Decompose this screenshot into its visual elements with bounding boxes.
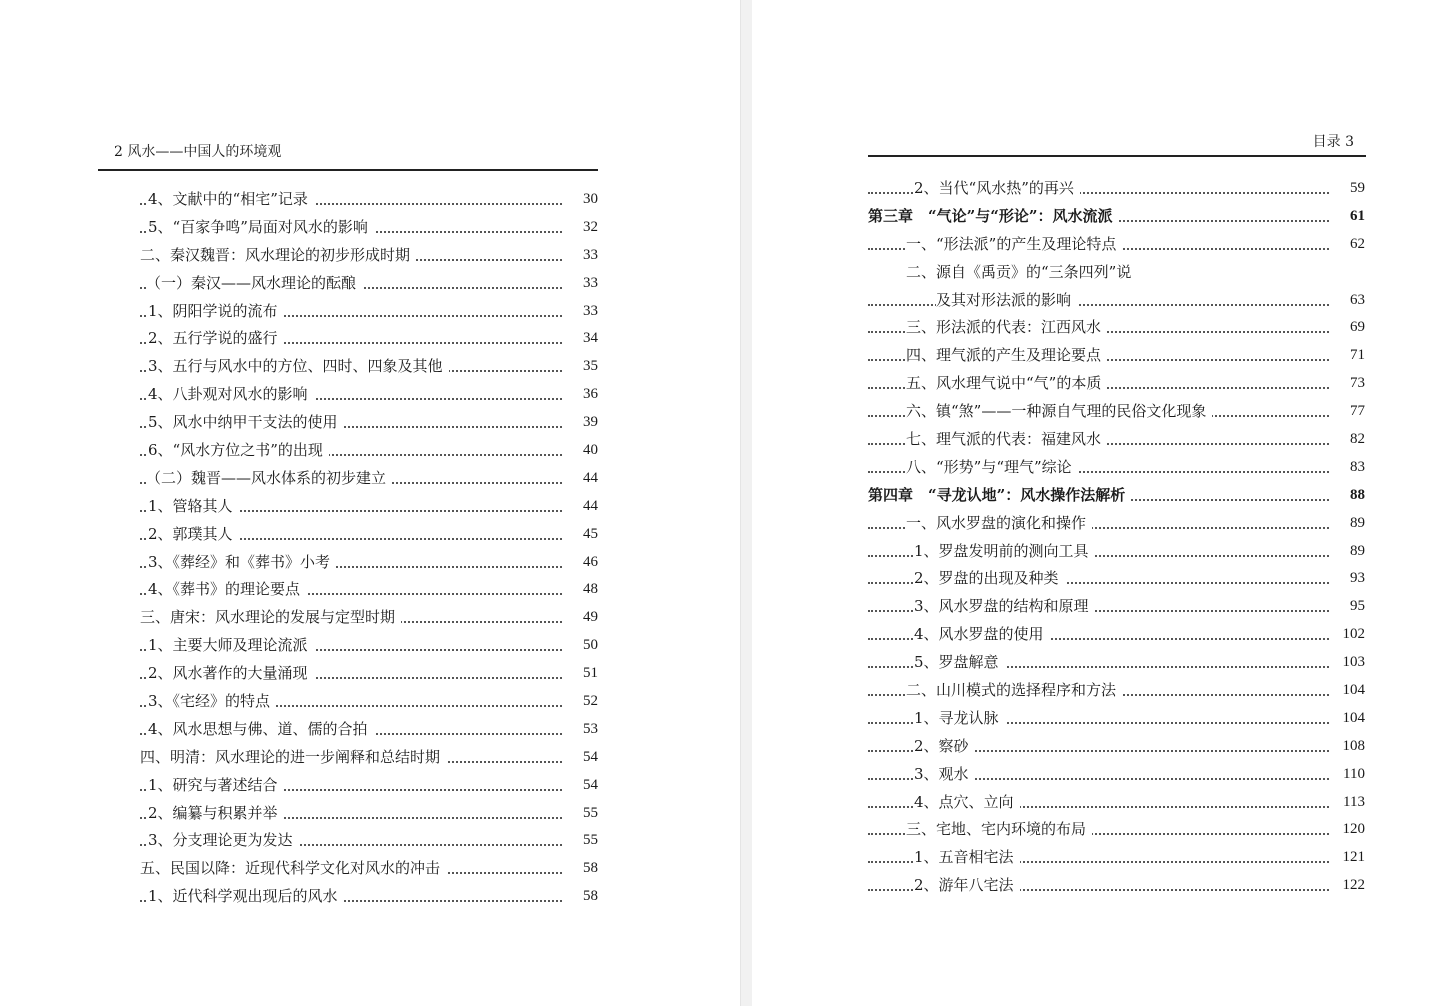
toc-page-number: 36 xyxy=(564,381,598,409)
toc-page-number: 39 xyxy=(564,409,598,437)
toc-entry-row xyxy=(868,816,1365,844)
toc-entry-title: 四、理气派的产生及理论要点 xyxy=(906,342,1107,370)
toc-page-number: 33 xyxy=(564,298,598,326)
toc-entry-row xyxy=(868,761,1365,789)
toc-entry-title: 3、五行与风水中的方位、四时、四象及其他 xyxy=(148,353,449,381)
toc-entry-row xyxy=(868,398,1365,426)
running-head-left: 2 风水——中国人的环境观 xyxy=(114,144,282,160)
toc-entry-title: 1、主要大师及理论流派 xyxy=(148,632,314,660)
toc-page-number: 40 xyxy=(564,437,598,465)
toc-entry-title: 5、“百家争鸣”局面对风水的影响 xyxy=(148,214,374,242)
toc-entry-row xyxy=(868,705,1365,733)
toc-entry-title: 第四章 “寻龙认地”：风水操作法解析 xyxy=(868,482,1131,510)
toc-page-number: 62 xyxy=(1331,231,1365,259)
toc-entry-title: 1、阴阳学说的流布 xyxy=(148,298,284,326)
toc-entry-row xyxy=(140,549,598,577)
toc-entry-row xyxy=(140,270,598,298)
running-head-right: 目录 3 xyxy=(1312,134,1354,150)
toc-page-number: 58 xyxy=(564,883,598,911)
toc-entry-row xyxy=(140,716,598,744)
toc-page-number: 44 xyxy=(564,493,598,521)
toc-entry-title: 1、研究与著述结合 xyxy=(148,772,284,800)
toc-entry-row xyxy=(868,677,1365,705)
toc-chapter-row xyxy=(868,482,1365,510)
toc-entry-title: 3、观水 xyxy=(914,761,975,789)
toc-entry-title: 四、明清：风水理论的进一步阐释和总结时期 xyxy=(140,744,446,772)
toc-entry-row xyxy=(868,649,1365,677)
toc-page-number: 82 xyxy=(1331,426,1365,454)
toc-entry-row xyxy=(868,510,1365,538)
right-page xyxy=(752,0,1440,1006)
toc-entry-row xyxy=(868,259,1365,287)
toc-entry-title: 4、文献中的“相宅”记录 xyxy=(148,186,314,214)
toc-entry-row xyxy=(140,353,598,381)
toc-page-number: 59 xyxy=(1331,175,1365,203)
toc-entry-title: 1、近代科学观出现后的风水 xyxy=(148,883,344,911)
toc-page-number: 32 xyxy=(564,214,598,242)
toc-page-number: 58 xyxy=(564,855,598,883)
head-rule-left xyxy=(98,169,598,171)
toc-page-number: 52 xyxy=(564,688,598,716)
toc-entry-title: 2、察砂 xyxy=(914,733,975,761)
toc-entry-row xyxy=(868,844,1365,872)
toc-entry-title: 2、编纂与积累并举 xyxy=(148,800,284,828)
toc-entry-title: 2、风水著作的大量涌现 xyxy=(148,660,314,688)
toc-chapter-row xyxy=(868,203,1365,231)
toc-entry-row xyxy=(140,437,598,465)
toc-page-number: 55 xyxy=(564,827,598,855)
toc-entry-row xyxy=(140,772,598,800)
toc-page-number: 61 xyxy=(1331,203,1365,231)
toc-page-number: 89 xyxy=(1331,538,1365,566)
toc-page-number: 95 xyxy=(1331,593,1365,621)
toc-page-number: 48 xyxy=(564,576,598,604)
toc-page-number: 44 xyxy=(564,465,598,493)
toc-entry-row xyxy=(868,789,1365,817)
toc-entry-title: 八、“形势”与“理气”综论 xyxy=(906,454,1078,482)
toc-page-number: 88 xyxy=(1331,482,1365,510)
toc-entry-row xyxy=(140,800,598,828)
toc-page-number: 54 xyxy=(564,772,598,800)
toc-entry-row xyxy=(868,593,1365,621)
toc-entry-row xyxy=(140,242,598,270)
toc-entry-title: 2、罗盘的出现及种类 xyxy=(914,565,1065,593)
toc-entry-row xyxy=(868,565,1365,593)
toc-entry-row xyxy=(140,688,598,716)
toc-entry-title: 三、形法派的代表：江西风水 xyxy=(906,314,1107,342)
toc-page-number: 30 xyxy=(564,186,598,214)
toc-entry-row xyxy=(868,733,1365,761)
toc-entry-title: 4、八卦观对风水的影响 xyxy=(148,381,314,409)
toc-page-number: 108 xyxy=(1331,733,1365,761)
toc-page-number: 33 xyxy=(564,242,598,270)
toc-entry-row xyxy=(140,604,598,632)
toc-entry-title: 一、风水罗盘的演化和操作 xyxy=(906,510,1092,538)
toc-page-number: 93 xyxy=(1331,565,1365,593)
toc-page-number: 77 xyxy=(1331,398,1365,426)
toc-entry-title: 3、《宅经》的特点 xyxy=(148,688,276,716)
toc-page-number: 54 xyxy=(564,744,598,772)
toc-entry-title: 1、五音相宅法 xyxy=(914,844,1020,872)
toc-entry-row xyxy=(140,465,598,493)
toc-entry-row xyxy=(868,621,1365,649)
toc-entry-title: 二、山川模式的选择程序和方法 xyxy=(906,677,1122,705)
toc-page-number: 89 xyxy=(1331,510,1365,538)
toc-entry-row xyxy=(140,325,598,353)
toc-entry-title: 2、游年八宅法 xyxy=(914,872,1020,900)
toc-page-number: 53 xyxy=(564,716,598,744)
toc-entry-title: 2、五行学说的盛行 xyxy=(148,325,284,353)
toc-entry-row xyxy=(140,214,598,242)
toc-entry-row xyxy=(868,370,1365,398)
toc-page-number: 104 xyxy=(1331,677,1365,705)
toc-page-number: 45 xyxy=(564,521,598,549)
toc-list-left xyxy=(140,186,598,911)
toc-page-number: 104 xyxy=(1331,705,1365,733)
toc-entry-title: 3、风水罗盘的结构和原理 xyxy=(914,593,1095,621)
toc-page-number: 73 xyxy=(1331,370,1365,398)
toc-page-number: 69 xyxy=(1331,314,1365,342)
toc-entry-title: 七、理气派的代表：福建风水 xyxy=(906,426,1107,454)
toc-entry-title: 第三章 “气论”与“形论”：风水流派 xyxy=(868,203,1119,231)
toc-page-number: 113 xyxy=(1331,789,1365,817)
toc-entry-title: 2、郭璞其人 xyxy=(148,521,239,549)
toc-entry-row xyxy=(140,827,598,855)
toc-list-right xyxy=(868,175,1365,900)
toc-page-number: 110 xyxy=(1331,761,1365,789)
toc-entry-row xyxy=(140,660,598,688)
toc-page-number: 35 xyxy=(564,353,598,381)
toc-page-number: 122 xyxy=(1331,872,1365,900)
toc-entry-title: 3、分支理论更为发达 xyxy=(148,827,299,855)
toc-entry-title: 5、罗盘解意 xyxy=(914,649,1005,677)
toc-entry-row xyxy=(868,175,1365,203)
toc-page-number: 120 xyxy=(1331,816,1365,844)
toc-entry-title: 二、源自《禹贡》的“三条四列”说 xyxy=(906,259,1137,287)
toc-entry-title: 3、《葬经》和《葬书》小考 xyxy=(148,549,336,577)
toc-entry-title: 2、当代“风水热”的再兴 xyxy=(914,175,1080,203)
toc-page-number: 63 xyxy=(1331,287,1365,315)
toc-page-number: 51 xyxy=(564,660,598,688)
toc-entry-row xyxy=(868,342,1365,370)
toc-entry-row xyxy=(140,298,598,326)
toc-entry-title: 五、民国以降：近现代科学文化对风水的冲击 xyxy=(140,855,446,883)
toc-entry-title: 4、风水思想与佛、道、儒的合拍 xyxy=(148,716,374,744)
toc-entry-title: 1、管辂其人 xyxy=(148,493,239,521)
toc-page-number: 83 xyxy=(1331,454,1365,482)
toc-page-number: 33 xyxy=(564,270,598,298)
toc-page-number: 55 xyxy=(564,800,598,828)
toc-entry-title: （二）魏晋——风水体系的初步建立 xyxy=(146,465,392,493)
toc-entry-title: 五、风水理气说中“气”的本质 xyxy=(906,370,1107,398)
toc-entry-row xyxy=(140,883,598,911)
toc-entry-row xyxy=(140,576,598,604)
toc-page-number: 46 xyxy=(564,549,598,577)
toc-page-number: 50 xyxy=(564,632,598,660)
toc-entry-title: 4、《葬书》的理论要点 xyxy=(148,576,306,604)
toc-entry-title: 4、点穴、立向 xyxy=(914,789,1020,817)
toc-entry-row xyxy=(868,872,1365,900)
toc-page-number: 102 xyxy=(1331,621,1365,649)
toc-page-number: 71 xyxy=(1331,342,1365,370)
toc-entry-row xyxy=(868,426,1365,454)
toc-entry-title: 6、“风水方位之书”的出现 xyxy=(148,437,329,465)
toc-entry-row xyxy=(868,538,1365,566)
toc-entry-title: 三、宅地、宅内环境的布局 xyxy=(906,816,1092,844)
toc-entry-row xyxy=(140,186,598,214)
toc-page-number: 103 xyxy=(1331,649,1365,677)
toc-entry-row xyxy=(140,855,598,883)
toc-entry-row xyxy=(868,454,1365,482)
toc-entry-title: 及其对形法派的影响 xyxy=(936,287,1077,315)
toc-page-number: 121 xyxy=(1331,844,1365,872)
toc-page-number: 34 xyxy=(564,325,598,353)
toc-entry-title: 5、风水中纳甲干支法的使用 xyxy=(148,409,344,437)
toc-entry-row xyxy=(140,632,598,660)
toc-entry-title: 1、寻龙认脉 xyxy=(914,705,1005,733)
toc-entry-row xyxy=(868,231,1365,259)
toc-entry-title: 六、镇“煞”——一种源自气理的民俗文化现象 xyxy=(906,398,1212,426)
head-rule-right xyxy=(868,155,1366,157)
toc-entry-title: （一）秦汉——风水理论的酝酿 xyxy=(146,270,362,298)
toc-entry-title: 1、罗盘发明前的测向工具 xyxy=(914,538,1095,566)
toc-entry-row xyxy=(140,521,598,549)
toc-entry-title: 三、唐宋：风水理论的发展与定型时期 xyxy=(140,604,401,632)
toc-entry-title: 二、秦汉魏晋：风水理论的初步形成时期 xyxy=(140,242,416,270)
toc-entry-title: 一、“形法派”的产生及理论特点 xyxy=(906,231,1122,259)
toc-entry-row xyxy=(868,314,1365,342)
toc-page-number: 49 xyxy=(564,604,598,632)
toc-entry-row xyxy=(868,287,1365,315)
toc-entry-row xyxy=(140,409,598,437)
toc-entry-row xyxy=(140,381,598,409)
toc-entry-row xyxy=(140,493,598,521)
toc-entry-title: 4、风水罗盘的使用 xyxy=(914,621,1050,649)
toc-entry-row xyxy=(140,744,598,772)
